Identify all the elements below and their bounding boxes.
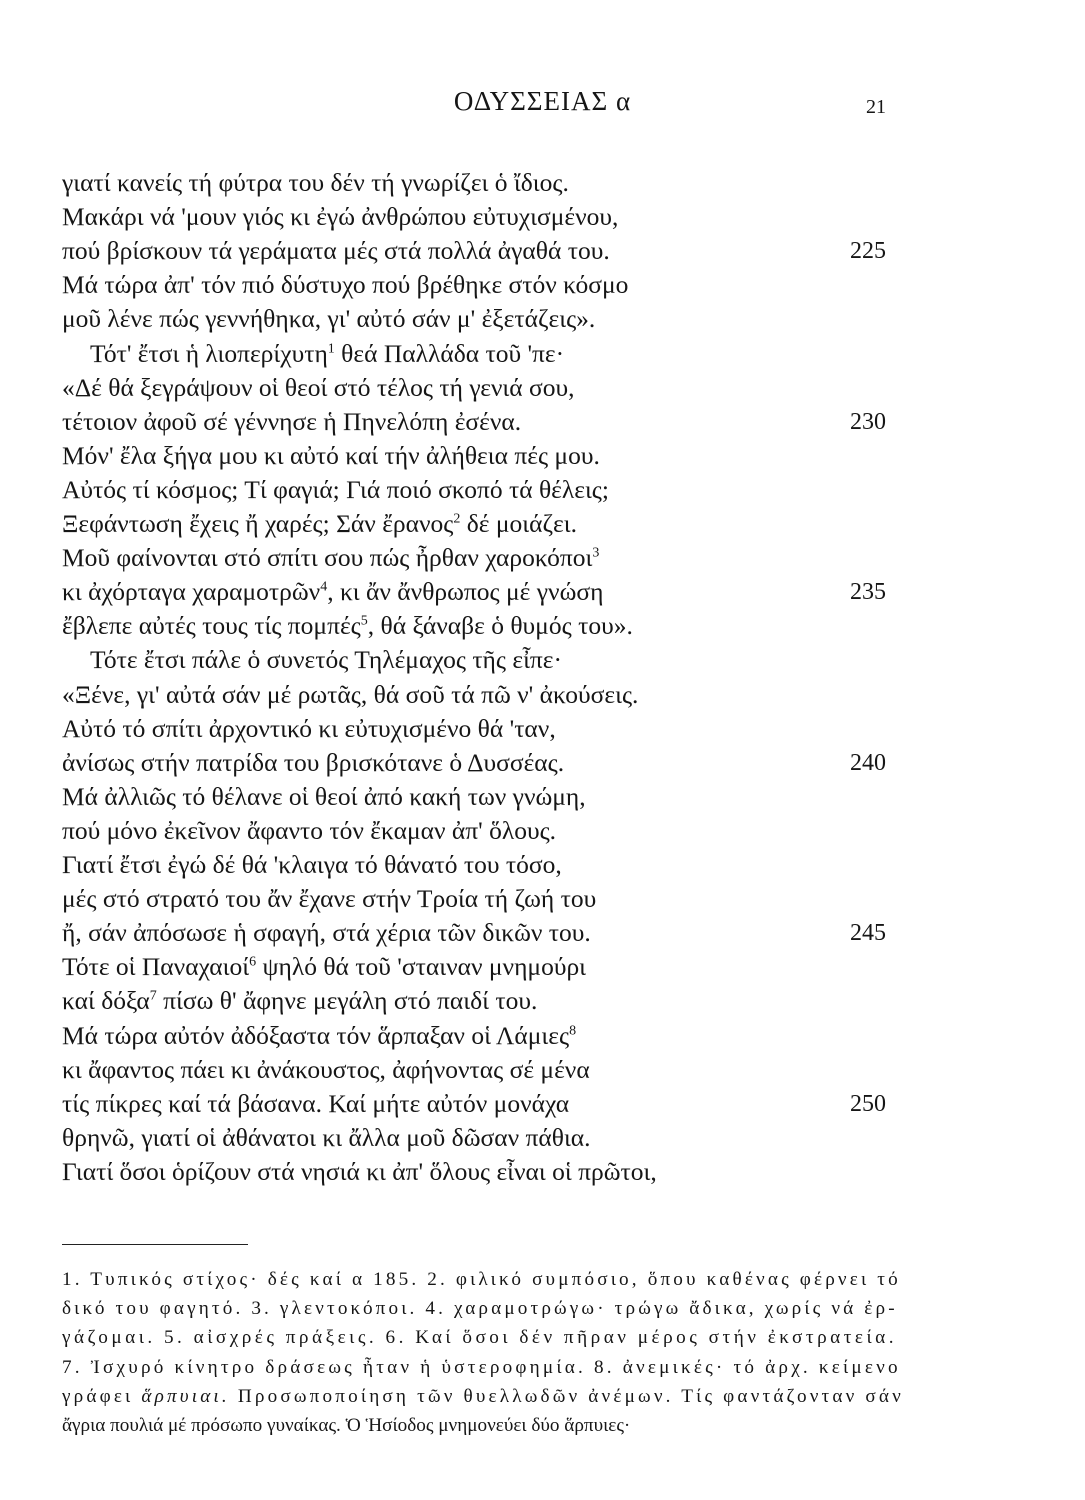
verse-line (62, 540, 902, 576)
verse-text-rest: πίσω θ' ἄφηνε μεγάλη στό παιδί του. (156, 986, 538, 1016)
verse-text: τίς πίκρες καί τά βάσανα. Καί μήτε αὐτόν μονάχα (62, 1088, 570, 1118)
verse-text: Μά ἀλλιῶς τό θέλανε οἱ θεοί ἀπό κακή των γνώμη, (62, 781, 586, 811)
line-number: 245 (850, 920, 886, 947)
verse-line (62, 847, 902, 883)
verse-text: πού μόνο ἐκεῖνον ἄφαντο τόν ἔκαμαν ἀπ' ὅλους. (62, 815, 557, 845)
footnote-text-main: γάζομαι. 5. αἰσχρές πράξεις. 6. Καί ὅσοι δέν πῆραν μέρος στήν ἐκστρατεία. (62, 1327, 897, 1349)
verse-text: μοῦ λένε πώς γεννήθηκα, γι' αὐτό σάν μ' ἐξετάζεις». (62, 304, 596, 334)
verse-text: καί δόξα (62, 986, 150, 1016)
footnote-line (62, 1354, 904, 1382)
verse-line (62, 1154, 902, 1190)
verse-line (62, 370, 902, 406)
footnote-text (62, 1354, 901, 1382)
verse-text: Τότε ἔτσι πάλε ὁ συνετός Τηλέμαχος τῆς εἶπε· (90, 645, 563, 675)
verse-text: Τότ' ἔτσι ἡ λιοπερίχυτη (90, 338, 328, 368)
verse-text: Τότε οἱ Παναχαιοί (62, 952, 250, 982)
verse-line (62, 745, 902, 781)
verse-text: πού βρίσκουν τά γεράματα μές στά πολλά ἀγαθά του. (62, 236, 610, 266)
footnote-marker: 8 (569, 1023, 577, 1038)
page-number: 21 (866, 96, 886, 118)
verse-text: μές στό στρατό του ἄν ἔχανε στήν Τροία τή ζωή του (62, 884, 597, 914)
verse-line (62, 881, 902, 917)
verse-line (62, 301, 902, 337)
verse-line (62, 574, 902, 610)
footnote-marker: 1 (327, 341, 335, 356)
verse-text-rest: , θά ξάναβε ὁ θυμός του». (367, 611, 633, 641)
verse-line (62, 472, 902, 508)
footnote-rule (62, 1244, 248, 1245)
footnote-marker: 7 (149, 988, 157, 1004)
footnote-line (62, 1295, 904, 1323)
verse-line (62, 438, 902, 474)
verse-line (62, 983, 902, 1019)
verse-text: Μά τώρα αὐτόν ἀδόξαστα τόν ἅρπαξαν οἱ Λάμιες (62, 1020, 570, 1050)
verse-text: Μόν' ἔλα ξήγα μου κι αὐτό καί τήν ἀλήθεια πές μου. (62, 440, 600, 470)
footnote-text (62, 1324, 897, 1352)
verse-text-rest: δέ μοιάζει. (460, 509, 577, 538)
footnote-line (62, 1324, 904, 1352)
footnote-text (62, 1412, 630, 1440)
verse-text-rest: ψηλό θά τοῦ 'σταιναν μνημούρι (256, 952, 587, 982)
verse-line (62, 949, 902, 985)
verse-text: «Δέ θά ξεγράψουν οἱ θεοί στό τέλος τή γενιά σου, (62, 372, 575, 402)
line-number: 225 (850, 238, 886, 265)
verse-line (62, 642, 902, 678)
line-number: 230 (850, 408, 886, 435)
verse-line (62, 506, 902, 542)
verse-text: ἤ, σάν ἀπόσωσε ἡ σφαγή, στά χέρια τῶν δικῶν του. (62, 918, 591, 948)
verse-text: Αὐτός τί κόσμος; Τί φαγιά; Γιά ποιό σκοπό τά θέλεις; (62, 474, 609, 504)
verse-text-rest: θεά Παλλάδα τοῦ 'πε· (334, 338, 565, 368)
verse-text: Γιατί ἔτσι ἐγώ δέ θά 'κλαιγα τό θάνατό του τόσο, (62, 850, 562, 879)
verse-text: ἀνίσως στήν πατρίδα του βρισκότανε ὁ Δυσσέας. (62, 747, 565, 777)
verse-line (62, 915, 902, 951)
verse-line (62, 1120, 902, 1156)
verse-line (62, 233, 902, 269)
verse-line (62, 1052, 902, 1088)
verse-line (62, 1018, 902, 1054)
footnote-text-cont: Προσωποποίηση τῶν θυελλωδῶν ἀνέμων. Τίς φαντάζονταν σάν (229, 1385, 904, 1407)
footnote-line (62, 1266, 904, 1294)
footnote-text (62, 1266, 901, 1294)
verse-line (62, 404, 902, 440)
verse-line (62, 711, 902, 747)
verse-line (62, 779, 902, 815)
verse-text: Ξεφάντωση ἔχεις ἤ χαρές; Σάν ἔρανος (62, 509, 454, 538)
verse-text: Γιατί ὅσοι ὁρίζουν στά νησιά κι ἀπ' ὅλους εἶναι οἱ πρῶτοι, (62, 1156, 657, 1186)
verse-line (62, 677, 902, 713)
verse-line (62, 608, 902, 644)
verse-line (62, 336, 902, 372)
verse-text: γιατί κανείς τή φύτρα του δέν τή γνωρίζει ὁ ἴδιος. (62, 168, 569, 197)
footnote-italic: ἅρπυιαι. (141, 1385, 230, 1407)
footnote-line (62, 1383, 904, 1411)
verse-text-rest: , κι ἄν ἄνθρωπος μέ γνώση (327, 577, 604, 607)
line-number: 235 (850, 579, 886, 606)
verse-text: «Ξένε, γι' αὐτά σάν μέ ρωτᾶς, θά σοῦ τά πῶ ν' ἀκούσεις. (62, 679, 639, 709)
footnote-text-main: 7. Ἰσχυρό κίνητρο δράσεως ἦταν ἡ ὑστεροφημία. 8. ἀνεμικές· τό ἀρχ. κείμενο (62, 1356, 901, 1378)
footnote-marker: 6 (249, 954, 257, 970)
footnote-marker: 5 (360, 613, 368, 629)
verse-line (62, 1086, 902, 1122)
verse-line (62, 267, 902, 303)
footnote-marker: 3 (592, 545, 600, 561)
verse-text: Αὐτό τό σπίτι ἀρχοντικό κι εὐτυχισμένο θά 'ταν, (62, 713, 556, 743)
footnote-marker: 4 (320, 579, 328, 595)
footnote-line (62, 1412, 904, 1440)
verse-text: Μοῦ φαίνονται στό σπίτι σου πώς ἦρθαν χαροκόποι (62, 543, 593, 573)
verse-text: Μακάρι νά 'μουν γιός κι ἐγώ ἀνθρώπου εὐτυχισμένου, (62, 202, 619, 232)
running-head-title: ΟΔΥΣΣΕΙΑΣ α (453, 86, 632, 116)
footnote-text-main: γράφει (62, 1385, 142, 1407)
footnote-marker: 2 (453, 511, 461, 527)
verse-text: κι ἄφαντος πάει κι ἀνάκουστος, ἀφήνοντας σέ μένα (62, 1054, 590, 1084)
line-number: 250 (850, 1090, 886, 1117)
footnote-text (62, 1383, 904, 1411)
verse-line (62, 165, 902, 201)
line-number: 240 (850, 749, 886, 776)
verse-text: θρηνῶ, γιατί οἱ ἀθάνατοι κι ἄλλα μοῦ δῶσαν πάθια. (62, 1122, 591, 1152)
verse-text: ἔβλεπε αὐτές τους τίς πομπές (62, 611, 361, 641)
verse-text: τέτοιον ἀφοῦ σέ γέννησε ἡ Πηνελόπη ἐσένα. (62, 406, 522, 436)
verse-text: Μά τώρα ἀπ' τόν πιό δύστυχο πού βρέθηκε στόν κόσμο (62, 270, 629, 300)
verse-line (62, 813, 902, 849)
verse-line (62, 199, 902, 235)
verse-text: κι ἀχόρταγα χαραμοτρῶν (62, 577, 321, 607)
footnote-text-main: ἄγρια πουλιά μέ πρόσωπο γυναίκας. Ὁ Ἡσίοδος μνημονεύει δύο ἅρπυιες· (62, 1415, 631, 1436)
footnote-text-main: δικό του φαγητό. 3. γλεντοκόποι. 4. χαραμοτρώγω· τρώγω ἄδικα, χωρίς νά ἐρ- (62, 1298, 898, 1320)
footnote-text-main: 1. Τυπικός στίχος· δές καί α 185. 2. φιλικό συμπόσιο, ὅπου καθένας φέρνει τό (62, 1269, 901, 1290)
footnote-text (62, 1295, 898, 1323)
